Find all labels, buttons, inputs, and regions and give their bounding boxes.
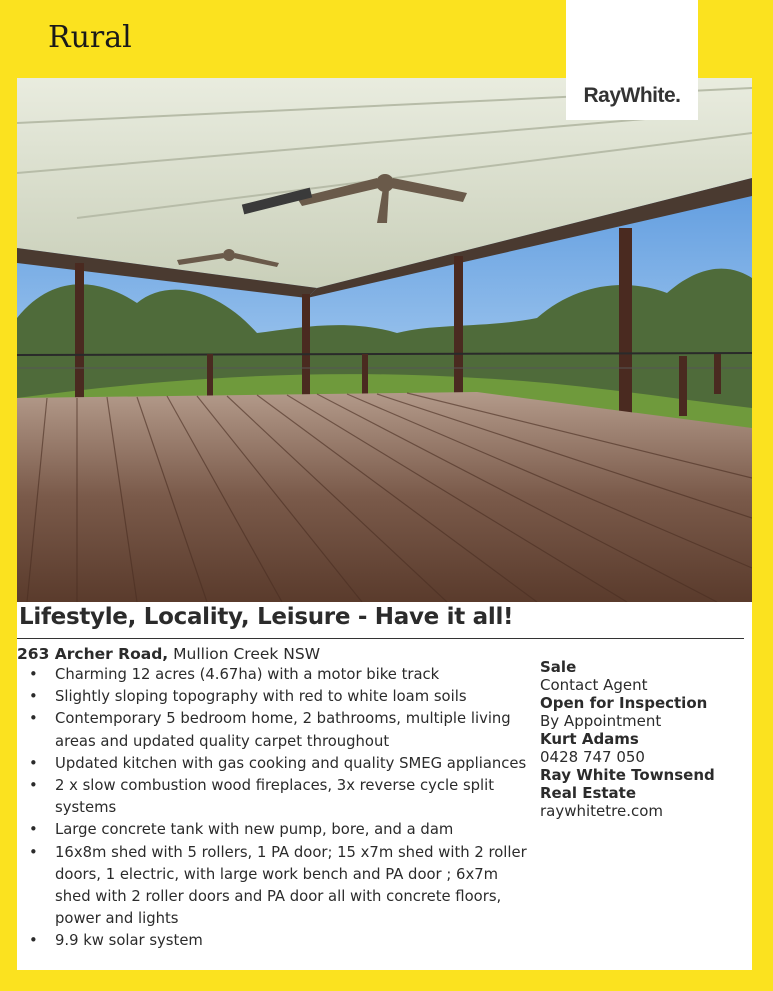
features-list bbox=[17, 664, 537, 953]
sale-value: Contact Agent bbox=[540, 676, 648, 694]
feature-item bbox=[17, 930, 537, 952]
bullet-icon: • bbox=[29, 932, 38, 950]
property-photo bbox=[17, 78, 752, 602]
agency-website[interactable]: raywhitetre.com bbox=[540, 802, 664, 820]
suburb: Mullion Creek NSW bbox=[168, 645, 321, 663]
feature-text: 9.9 kw solar system bbox=[55, 932, 203, 950]
headline-divider bbox=[17, 638, 744, 639]
feature-text: 2 x slow combustion wood fireplaces, 3x reverse cycle split systems bbox=[55, 777, 495, 817]
bullet-icon: • bbox=[29, 710, 38, 728]
feature-text: Charming 12 acres (4.67ha) with a motor bike track bbox=[55, 666, 440, 683]
agent-phone[interactable]: 0428 747 050 bbox=[540, 748, 645, 766]
property-address bbox=[17, 645, 320, 663]
feature-item bbox=[17, 708, 537, 752]
bullet-icon: • bbox=[29, 666, 38, 683]
feature-text: Slightly sloping topography with red to white loam soils bbox=[55, 688, 467, 706]
category-label: Rural bbox=[48, 20, 132, 55]
agency-name: Ray White Townsend bbox=[540, 766, 715, 784]
feature-item bbox=[17, 753, 537, 775]
bullet-icon: • bbox=[29, 754, 38, 772]
listing-headline: Lifestyle, Locality, Leisure - Have it all! bbox=[19, 604, 514, 630]
ray-white-logo: RayWhite. bbox=[583, 84, 681, 107]
agency-name-line2: Real Estate bbox=[540, 784, 637, 802]
feature-text: Large concrete tank with new pump, bore, and a dam bbox=[55, 821, 454, 839]
bullet-icon: • bbox=[29, 777, 38, 795]
inspection-value: By Appointment bbox=[540, 712, 662, 730]
street-address: 263 Archer Road, bbox=[17, 645, 169, 663]
sale-label: Sale bbox=[540, 658, 577, 676]
agent-name: Kurt Adams bbox=[540, 730, 639, 748]
feature-item bbox=[17, 775, 537, 819]
feature-item bbox=[17, 819, 537, 841]
feature-item bbox=[17, 842, 537, 931]
feature-item bbox=[17, 686, 537, 708]
listing-content bbox=[17, 602, 752, 970]
feature-item bbox=[17, 664, 537, 686]
bullet-icon: • bbox=[29, 688, 38, 706]
feature-text: Updated kitchen with gas cooking and quality SMEG appliances bbox=[55, 754, 527, 772]
inspection-label: Open for Inspection bbox=[540, 694, 708, 712]
listing-sidebar bbox=[540, 658, 750, 820]
bullet-icon: • bbox=[29, 821, 38, 839]
feature-text: Contemporary 5 bedroom home, 2 bathrooms, multiple living areas and updated quality carpet throughout bbox=[55, 710, 511, 750]
feature-text: 16x8m shed with 5 rollers, 1 PA door; 15 x7m shed with 2 roller doors, 1 electric, with large work bench and PA door ; 6x7m shed with 2 roller doors and PA door all with concrete floors, power and lights bbox=[55, 843, 527, 928]
bullet-icon: • bbox=[29, 843, 38, 861]
logo-panel bbox=[566, 0, 698, 120]
